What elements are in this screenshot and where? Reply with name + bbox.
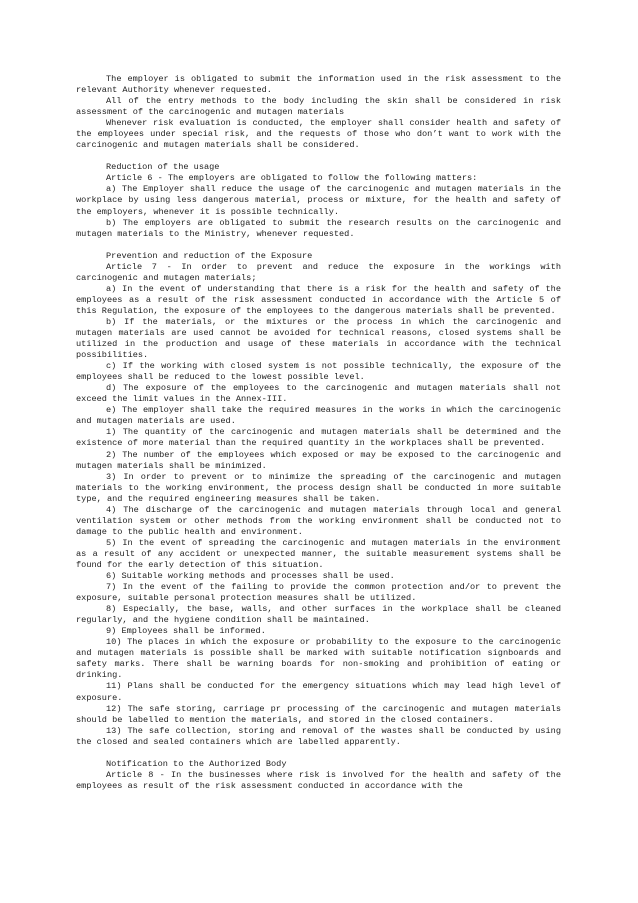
list-item: 6) Suitable working methods and processes shall be used.: [106, 571, 395, 582]
list-item: 13) The safe collection, storing and removal of the wastes shall be conducted by using the closed and sealed containers which are labelled apparently.: [76, 725, 561, 747]
paragraph: Whenever risk evaluation is conducted, the employer shall consider health and safety of the employees under special risk, and the requests of those who don’t want to work with the carcinogenic and mutagen materials shall be considered.: [76, 118, 561, 151]
paragraph-gap: [76, 151, 561, 162]
list-item: 11) Plans shall be conducted for the emergency situations which may lead high level of exposure.: [76, 681, 561, 703]
list-item: 4) The discharge of the carcinogenic and mutagen materials through local and general ventilation system or other methods from the working environment shall be conducted not to damage to the public health and environment.: [76, 504, 561, 537]
paragraph: b) The employers are obligated to submit the research results on the carcinogenic and mutagen materials to the Ministry, whenever requested.: [76, 217, 561, 239]
paragraph: b) If the materials, or the mixtures or the process in which the carcinogenic and mutagen materials are used cannot be avoided for technical reasons, closed systems shall be utilized in the production and usage of these materials in accordance with the technical possibilities.: [76, 316, 561, 361]
list-item: 2) The number of the employees which exposed or may be exposed to the carcinogenic and mutagen materials shall be minimized.: [76, 449, 561, 471]
list-item: 8) Especially, the base, walls, and other surfaces in the workplace shall be cleaned regularly, and the hygiene condition shall be maintained.: [76, 604, 561, 626]
article-heading: Article 8 - In the businesses where risk is involved for the health and safety of the employees as result of the risk assessment conducted in accordance with the: [76, 769, 561, 791]
article-heading: Article 6 - The employers are obligated to follow the following matters:: [106, 173, 478, 184]
list-item: 7) In the event of the failing to provide the common protection and/or to prevent the exposure, suitable personal protection measures shall be utilized.: [76, 582, 561, 604]
paragraph-gap: [76, 748, 561, 759]
list-item: 1) The quantity of the carcinogenic and mutagen materials shall be determined and the existence of more material than the required quantity in the workplaces shall be prevented.: [76, 427, 561, 449]
paragraph: e) The employer shall take the required measures in the works in which the carcinogenic and mutagen materials are used.: [76, 405, 561, 427]
list-item: 3) In order to prevent or to minimize the spreading of the carcinogenic and mutagen materials to the working environment, the process design shall be conducted in more suitable type, and the required engineering measures shall be taken.: [76, 471, 561, 504]
section-heading: Notification to the Authorized Body: [106, 758, 287, 769]
paragraph-gap: [76, 240, 561, 251]
paragraph: The employer is obligated to submit the information used in the risk assessment to the relevant Authority whenever requested.: [76, 74, 561, 96]
section-heading: Reduction of the usage: [106, 162, 220, 173]
paragraph: a) In the event of understanding that there is a risk for the health and safety of the employees as a result of the risk assessment conducted in accordance with the Article 5 of this Regulation, the exposure of the employees to the dangerous materials shall be prevented.: [76, 283, 561, 316]
article-heading: Article 7 - In order to prevent and reduce the exposure in the workings with carcinogenic and mutagen materials;: [76, 261, 561, 283]
list-item: 12) The safe storing, carriage pr processing of the carcinogenic and mutagen materials should be labelled to mention the materials, and stored in the closed containers.: [76, 703, 561, 725]
paragraph: All of the entry methods to the body including the skin shall be considered in risk assessment of the carcinogenic and mutagen materials: [76, 96, 561, 118]
paragraph: a) The Employer shall reduce the usage of the carcinogenic and mutagen materials in the workplace by using less dangerous material, process or mixture, for the health and safety of the employers, whenever it is possible technically.: [76, 184, 561, 217]
list-item: 5) In the event of spreading the carcinogenic and mutagen materials in the environment as a result of any accident or unexpected manner, the suitable measurement systems shall be found for the early detection of this situation.: [76, 537, 561, 570]
document-page: [76, 74, 561, 792]
list-item: 9) Employees shall be informed.: [106, 626, 266, 637]
section-heading: Prevention and reduction of the Exposure: [106, 250, 313, 261]
list-item: 10) The places in which the exposure or probability to the exposure to the carcinogenic and mutagen materials is possible shall be marked with suitable notification signboards and safety marks. There shall be warning boards for non-smoking and prohibition of eating or drinking.: [76, 637, 561, 681]
paragraph: c) If the working with closed system is not possible technically, the exposure of the employees shall be reduced to the lowest possible level.: [76, 361, 561, 383]
paragraph: d) The exposure of the employees to the carcinogenic and mutagen materials shall not exceed the limit values in the Annex-III.: [76, 383, 561, 405]
